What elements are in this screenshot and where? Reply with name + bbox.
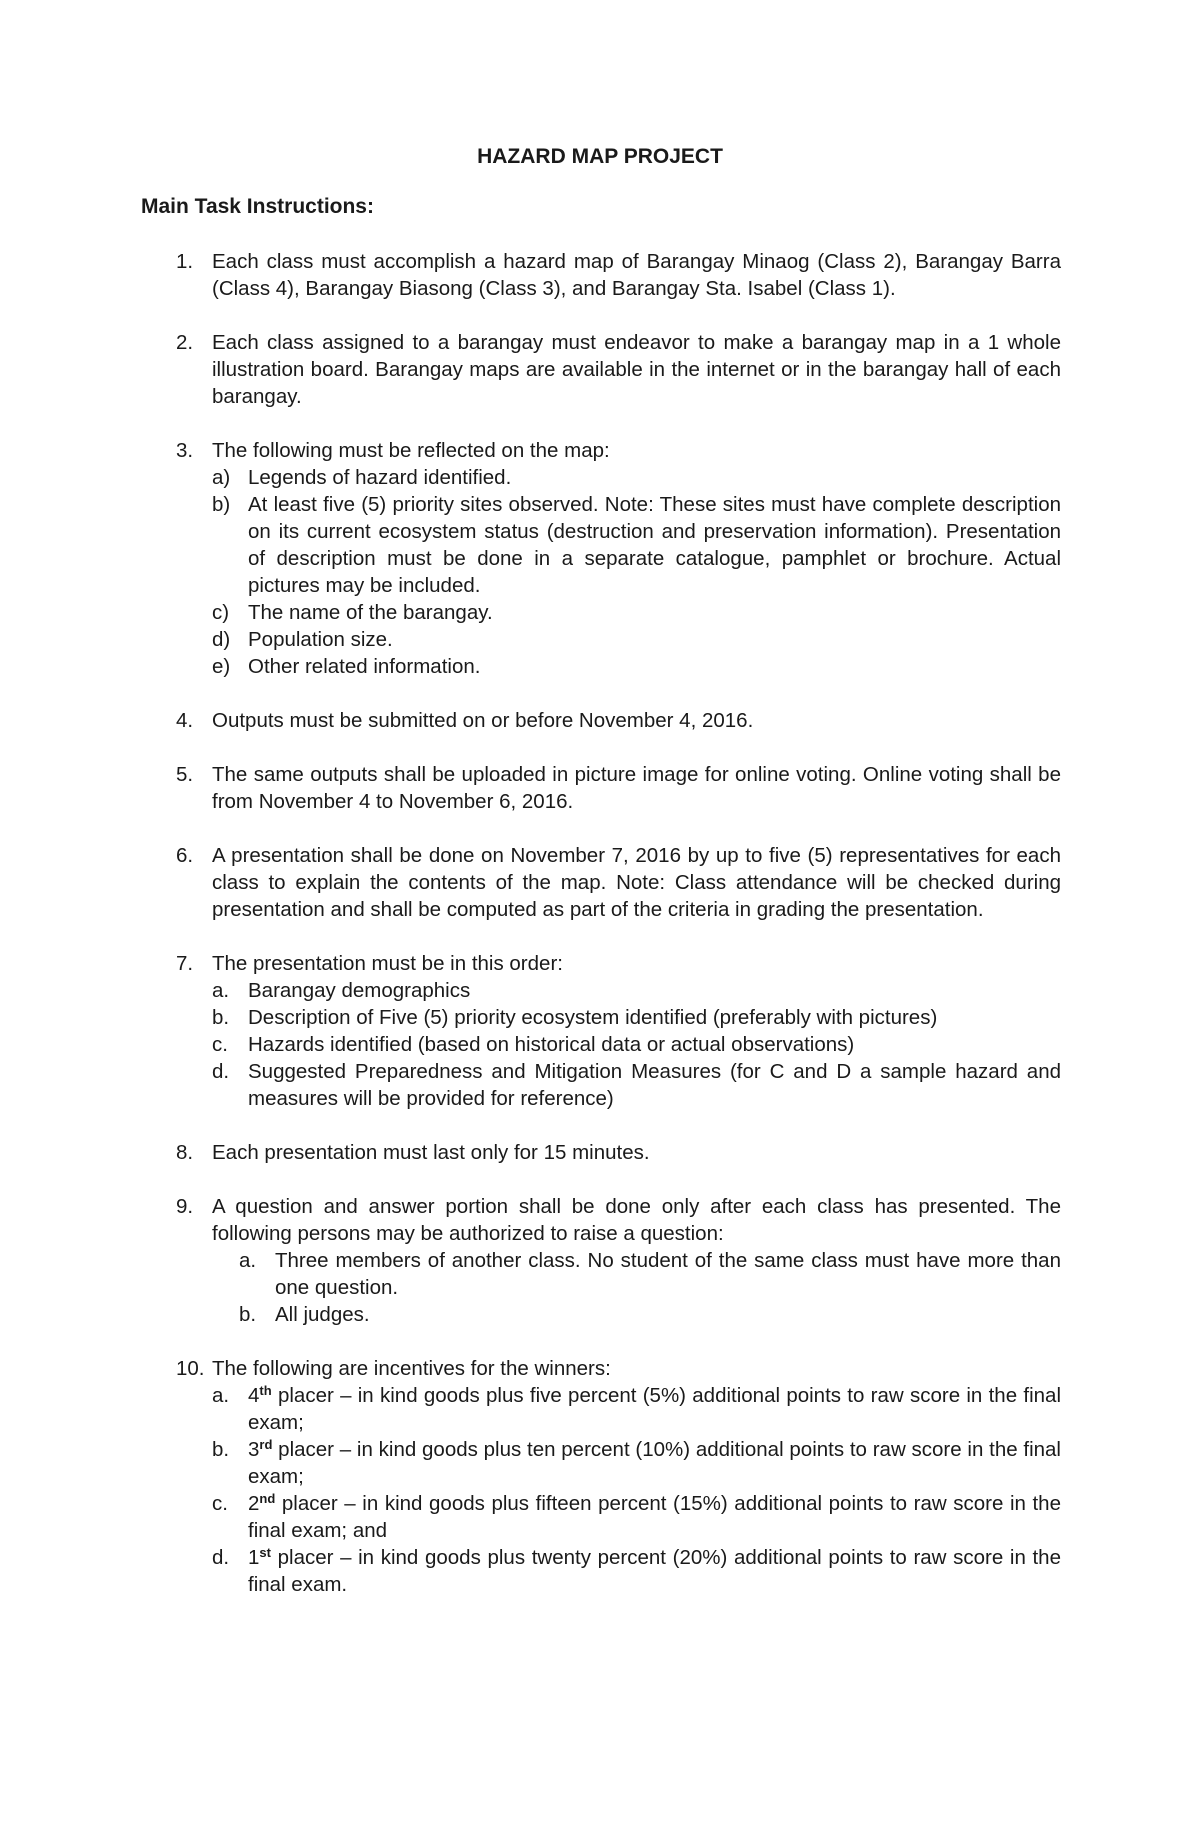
sub-item-text: Hazards identified (based on historical data or actual observations): [248, 1033, 855, 1056]
prize-item: [212, 1382, 1061, 1436]
sub-item: [212, 491, 1061, 599]
prize-description: placer – in kind goods plus twenty percent (20%) additional points to raw score in the final exam.: [248, 1546, 1061, 1596]
prize-rank-suffix: rd: [259, 1437, 273, 1452]
sub-item: [212, 653, 1061, 680]
prize-item: [212, 1544, 1061, 1598]
section-heading: Main Task Instructions:: [141, 195, 374, 218]
item-text: Each class assigned to a barangay must endeavor to make a barangay map in a 1 whole illustration board. Barangay maps are available in the internet or in the barangay hall of each barangay.: [212, 331, 1061, 408]
prize-rank: 1: [248, 1546, 260, 1569]
sub-item-text: Suggested Preparedness and Mitigation Measures (for C and D a sample hazard and measures will be provided for reference): [248, 1060, 1061, 1110]
list-item: [141, 1355, 1061, 1598]
page-title: HAZARD MAP PROJECT: [477, 145, 723, 168]
prize-rank: 2: [248, 1492, 260, 1515]
prize-description: placer – in kind goods plus fifteen percent (15%) additional points to raw score in the final exam; and: [248, 1492, 1061, 1542]
sub-item-label: d): [212, 628, 231, 651]
sub-item: [212, 977, 1061, 1004]
sub-item-label: a.: [212, 979, 230, 1002]
prize-rank: 3: [248, 1438, 260, 1461]
sub-item-text: Three members of another class. No student of the same class must have more than one question.: [275, 1249, 1061, 1299]
item-number: 1.: [176, 250, 194, 273]
sub-item-text: Population size.: [248, 628, 393, 651]
sub-item-text: All judges.: [275, 1303, 370, 1326]
item-number: 6.: [176, 844, 194, 867]
sub-item-text: At least five (5) priority sites observed. Note: These sites must have complete description on its current ecosystem status (destruction and preservation information). Presentation of description must be done in a separate catalogue, pamphlet or brochure. Actual pictures may be included.: [248, 493, 1061, 597]
sub-item-label: a.: [239, 1249, 257, 1272]
sub-item-label: b.: [212, 1438, 230, 1461]
sub-item-label: c.: [212, 1033, 228, 1056]
sub-item-label: c.: [212, 1492, 228, 1515]
prize-item: [212, 1490, 1061, 1544]
sub-item-text: [248, 1544, 1061, 1598]
list-item: [141, 437, 1061, 680]
prize-rank-suffix: st: [259, 1545, 271, 1560]
list-item: [141, 1139, 1061, 1166]
item-number: 3.: [176, 439, 194, 462]
item-number: 8.: [176, 1141, 194, 1164]
sub-item-label: a.: [212, 1384, 230, 1407]
prize-description: placer – in kind goods plus ten percent (10%) additional points to raw score in the final exam;: [248, 1438, 1061, 1488]
sub-item-text: Description of Five (5) priority ecosystem identified (preferably with pictures): [248, 1006, 938, 1029]
sub-item: [212, 599, 1061, 626]
item-text: A question and answer portion shall be done only after each class has presented. The following persons may be authorized to raise a question:: [212, 1195, 1061, 1245]
item-text: Outputs must be submitted on or before November 4, 2016.: [212, 709, 754, 732]
sub-item: [212, 464, 1061, 491]
list-item: [141, 1193, 1061, 1328]
sub-item-label: d.: [212, 1060, 230, 1083]
prize-rank: 4: [248, 1384, 260, 1407]
prize-description: placer – in kind goods plus five percent (5%) additional points to raw score in the final exam;: [248, 1384, 1061, 1434]
item-number: 2.: [176, 331, 194, 354]
list-item: [141, 707, 1061, 734]
item-number: 5.: [176, 763, 194, 786]
item-number: 4.: [176, 709, 194, 732]
sub-item: [212, 626, 1061, 653]
item-number: 7.: [176, 952, 194, 975]
list-item: [141, 761, 1061, 815]
item-text: Each class must accomplish a hazard map of Barangay Minaog (Class 2), Barangay Barra (Class 4), Barangay Biasong (Class 3), and Barangay Sta. Isabel (Class 1).: [212, 250, 1061, 300]
sub-item-text: [248, 1436, 1061, 1490]
sub-item-text: [248, 1382, 1061, 1436]
prize-item: [212, 1436, 1061, 1490]
item-text: A presentation shall be done on November 7, 2016 by up to five (5) representatives for each class to explain the contents of the map. Note: Class attendance will be checked during presentation and shall be computed as part of the criteria in grading the presentation.: [212, 844, 1061, 921]
sub-item: [212, 1031, 1061, 1058]
item-text: The presentation must be in this order:: [212, 952, 563, 975]
sub-item-text: Other related information.: [248, 655, 481, 678]
sub-item-text: [248, 1490, 1061, 1544]
item-text: The following are incentives for the winners:: [212, 1357, 611, 1380]
prize-rank-suffix: nd: [259, 1491, 276, 1506]
sub-item: [212, 1247, 1061, 1301]
list-item: [141, 950, 1061, 1112]
item-text: The same outputs shall be uploaded in picture image for online voting. Online voting shall be from November 4 to November 6, 2016.: [212, 763, 1061, 813]
item-number: 9.: [176, 1195, 194, 1218]
list-item: [141, 329, 1061, 410]
sub-item-label: c): [212, 601, 230, 624]
prize-rank-suffix: th: [259, 1383, 272, 1398]
list-item: [141, 248, 1061, 302]
sub-item-label: e): [212, 655, 231, 678]
sub-item-label: a): [212, 466, 231, 489]
sub-item-text: Barangay demographics: [248, 979, 471, 1002]
item-number: 10.: [176, 1357, 205, 1380]
sub-item-label: b): [212, 493, 231, 516]
instruction-list: [141, 248, 1061, 1625]
sub-item-text: The name of the barangay.: [248, 601, 493, 624]
sub-item-text: Legends of hazard identified.: [248, 466, 512, 489]
item-text: The following must be reflected on the map:: [212, 439, 610, 462]
sub-item: [212, 1301, 1061, 1328]
sub-item-label: b.: [212, 1006, 230, 1029]
sub-item: [212, 1058, 1061, 1112]
list-item: [141, 842, 1061, 923]
sub-item-label: b.: [239, 1303, 257, 1326]
sub-item-label: d.: [212, 1546, 230, 1569]
item-text: Each presentation must last only for 15 minutes.: [212, 1141, 650, 1164]
sub-item: [212, 1004, 1061, 1031]
